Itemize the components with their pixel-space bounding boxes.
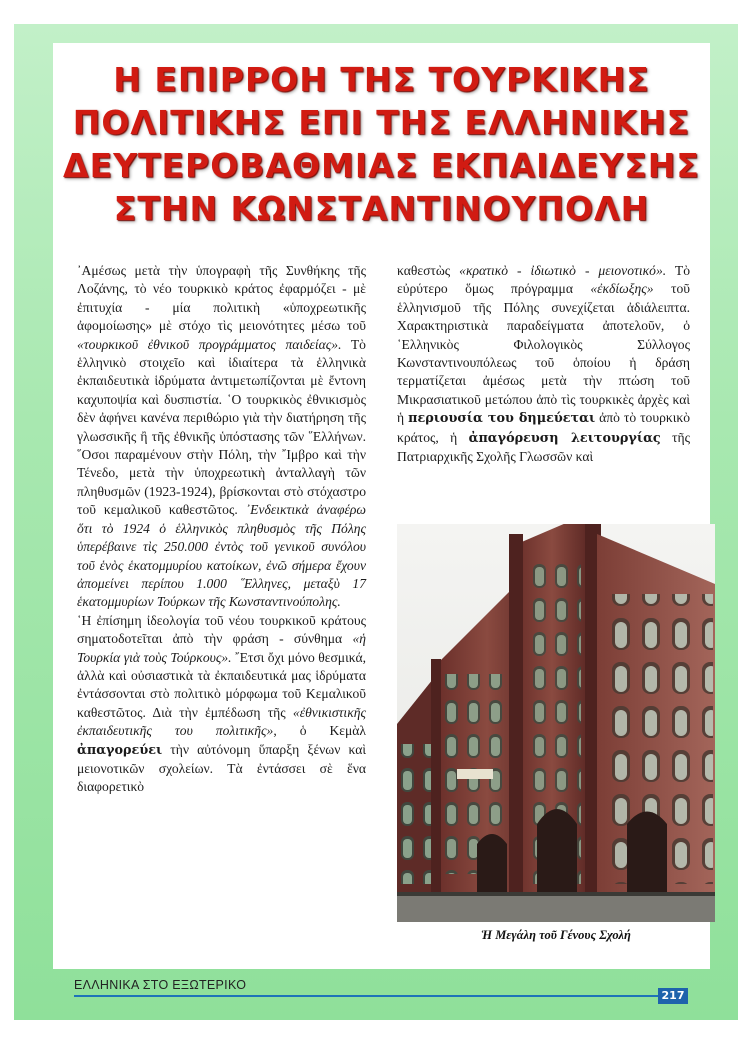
bold-run: περιουσία του δημεύεται — [408, 411, 596, 427]
text-run: τὴν αὐτόνομη ὕπαρξη ξένων καὶ μειονοτικῶν σχολείων. Τὰ ἐντάσσει σὲ ἕνα διαφορετικὸ — [77, 741, 366, 795]
text-run: τῆς Πατριαρχικῆς Σχολῆς Γλωσσῶν καὶ — [397, 429, 690, 465]
title-line-3: ΔΕΥΤΕΡΟΒΑΘΜΙΑΣ ΕΚΠΑΙΔΕΥΣΗΣ — [63, 146, 700, 185]
text-run: Τὸ εὐρύτερο ὅμως πρόγραμμα — [397, 263, 690, 297]
text-run: τοῦ ἑλληνισμοῦ τῆς Πόλης συνεχίζεται ἀδιάλειπτα. Χαρακτηριστικὰ παραδείγματα ἀποτελοῦν, ὁ ῾Ελληνικὸς Φιλολογικὸς Σύλλογος Κωνσταντινουπόλεως τοῦ ὁποίου ἡ δράση τερματίζεται ἀμέσως μετὰ τὴν πτώση τοῦ Μικρασιατικοῦ μετώπου ἀπὸ τὶς τουρκικὲς ἀρχὲς καὶ ἡ — [397, 281, 690, 426]
italic-run: «κρατικὸ - ἰδιωτικὸ - μειονοτικό». — [459, 263, 667, 278]
italic-run: «ἡ Τουρκία γιὰ τοὺς Τούρκους». — [77, 631, 366, 665]
text-run: ἀπὸ τὸ τουρκικὸ κράτος, ἡ — [397, 410, 691, 445]
title-line-1: Η ΕΠΙΡΡΟΗ ΤΗΣ ΤΟΥΡΚΙΚΗΣ — [113, 60, 650, 99]
text-run: καθεστὼς — [397, 263, 460, 278]
left-text-column — [77, 262, 366, 797]
school-building-photo — [397, 524, 715, 922]
footer-divider — [74, 995, 658, 997]
italic-run: ᾿Ενδεικτικὰ ἀναφέρω ὅτι τὸ 1924 ὁ ἑλληνικὸς πληθυσμὸς τῆς Πόλης ὑπερέβαινε τὶς 250.000 ἐντὸς τοῦ γενικοῦ συνόλου τοῦ ἑνὸς ἑκατομμυρίου κατοίκων, ἐνῶ σήμερα ἔχουν ἀπομείνει περίπου 1.000 ῞Ελληνες, μεταξὺ 17 ἑκατομμυρίων Τούρκων τῆς Κωνσταντινούπολης. — [77, 502, 366, 610]
building-illustration — [397, 524, 715, 922]
text-run: , ὁ Κεμὰλ — [273, 723, 366, 739]
page-number-badge: 217 — [658, 988, 688, 1004]
italic-run: «τουρκικοῦ ἐθνικοῦ προγράμματος παιδείας». — [77, 336, 342, 352]
title-line-4: ΣΤΗΝ ΚΩΝΣΤΑΝΤΙΝΟΥΠΟΛΗ — [113, 189, 650, 228]
paragraph-3 — [397, 262, 690, 466]
right-text-column — [397, 262, 690, 466]
photo-caption: Ἡ Μεγάλη τοῦ Γένους Σχολή — [481, 928, 631, 942]
article-title — [53, 58, 710, 230]
text-run: ῾Η ἐπίσημη ἰδεολογία τοῦ νέου τουρκικοῦ κράτους σηματοδοτεῖται ἀπὸ τὴν φράση - σύνθημα — [77, 612, 366, 647]
bold-run: ἀπαγορεύει — [77, 742, 163, 758]
footer-publication-label: ΕΛΛΗΝΙΚΑ ΣΤΟ ΕΞΩΤΕΡΙΚΟ — [74, 978, 247, 992]
text-run: ᾿Αμέσως μετὰ τὴν ὑπογραφὴ τῆς Συνθήκης τῆς Λοζάνης, τὸ νέο τουρκικὸ κράτος ἐφαρμόζει - μὲ ἐπιτυχία - μία πολιτικὴ «ὑποχρεωτικῆς ἀφομοίωσης» μὲ στόχο τὶς μειονότητες μέσω τοῦ — [77, 263, 366, 334]
paragraph-2 — [77, 612, 366, 797]
italic-run: «ἐκδίωξης» — [590, 281, 654, 297]
text-run: Τὸ ἑλληνικὸ στοιχεῖο καὶ ἰδιαίτερα τὰ ἑλληνικὰ ἐκπαιδευτικὰ ἱδρύματα ἀντιμετωπίζονται μὲ ἔντονη καχυποψία καὶ δυσπιστία. ῾Ο τουρκικὸς ἐθνικισμὸς δὲν ἀφήνει κανένα περιθώριο γιὰ τὴν διατήρηση τῆς γλωσσικῆς ἢ τῆς ἐθνικῆς ὑπόστασης τῶν ῞Ελλήνων. ῞Οσοι παραμένουν στὴν Πόλη, τὴν ῎Ιμβρο καὶ τὴν Τένεδο, μετὰ τὴν ὑποχρεωτικὴ ἀνταλλαγὴ τῶν πληθυσμῶν (1923-1924), βρίσκονται στὸ στόχαστρο τοῦ κεμαλικοῦ καθεστῶτος. — [77, 336, 366, 518]
text-run: ῎Ετσι ὄχι μόνο θεσμικά, ἀλλὰ καὶ οὐσιαστικὰ τὰ ἐκπαιδευτικά μας ἱδρύματα ἐντάσσονται στὸ πολιτικὸ μόρφωμα τοῦ Κεμαλικοῦ καθεστῶτος. Διὰ τὴν ἐμπέδωση τῆς — [77, 649, 366, 720]
italic-run: «ἐθνικιστικῆς ἐκπαιδευτικῆς του πολιτικῆς» — [77, 704, 366, 739]
title-line-2: ΠΟΛΙΤΙΚΗΣ ΕΠΙ ΤΗΣ ΕΛΛΗΝΙΚΗΣ — [72, 103, 691, 142]
bold-run: ἀπαγόρευση λειτουργίας — [468, 430, 661, 446]
paragraph-1 — [77, 262, 366, 612]
